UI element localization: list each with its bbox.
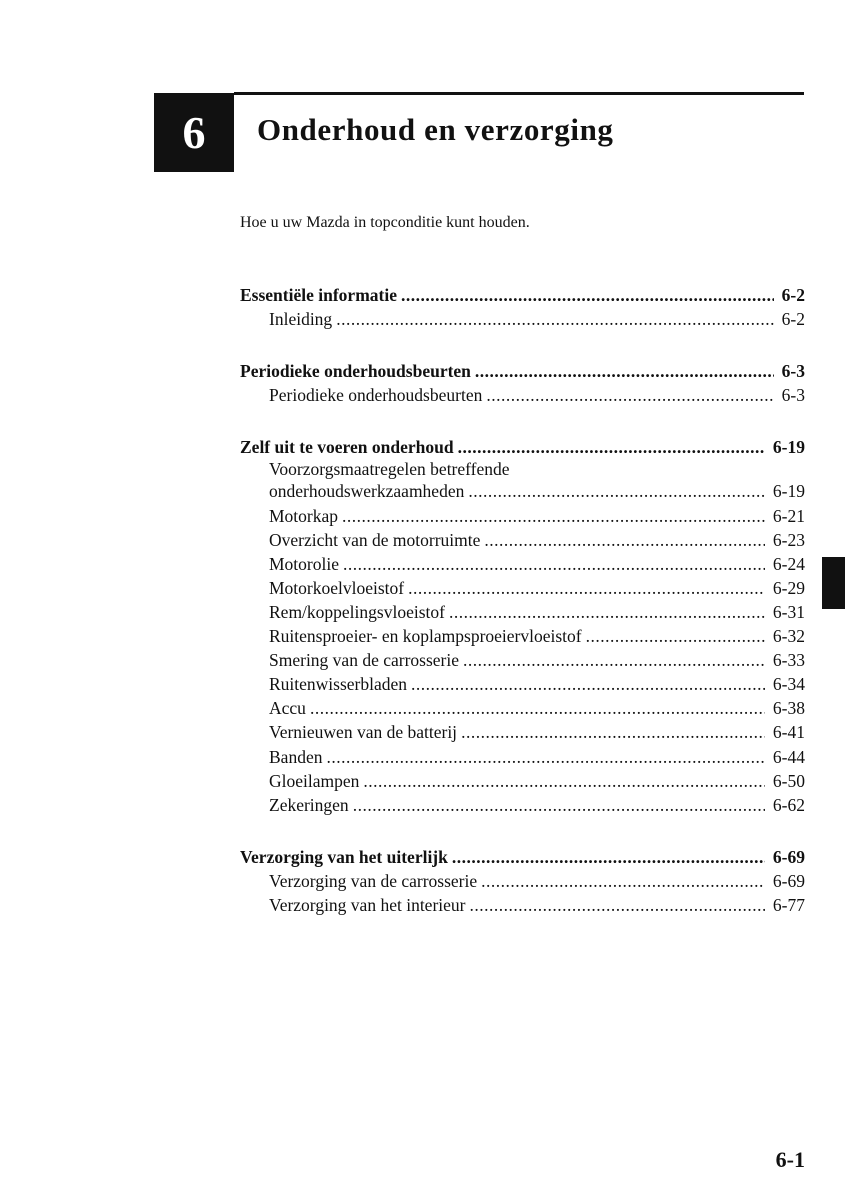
toc-entry[interactable] xyxy=(240,672,805,696)
toc-section xyxy=(240,359,805,407)
toc-entry-label: Smering van de carrosserie xyxy=(269,650,459,671)
toc-entry-page: 6-62 xyxy=(772,794,805,815)
dot-leader xyxy=(486,383,773,407)
toc-entry-label: Inleiding xyxy=(269,309,333,330)
toc-entry-page: 6-24 xyxy=(772,553,805,574)
dot-leader xyxy=(411,672,765,696)
toc-entry[interactable] xyxy=(240,576,805,600)
toc-entry[interactable] xyxy=(240,552,805,576)
dot-leader xyxy=(408,576,765,600)
toc-entry-label-line1: Voorzorgsmaatregelen betreffende xyxy=(269,459,510,480)
toc-entry-label: Banden xyxy=(269,746,323,767)
toc-entry[interactable] xyxy=(240,648,805,672)
toc-entry-page: 6-2 xyxy=(781,309,805,330)
toc-entry-page: 6-69 xyxy=(772,870,805,891)
toc-entry-page: 6-31 xyxy=(772,601,805,622)
toc-entry[interactable] xyxy=(240,600,805,624)
toc-entry[interactable] xyxy=(240,769,805,793)
toc-entry[interactable] xyxy=(240,528,805,552)
toc-section-heading-page: 6-3 xyxy=(781,361,805,382)
toc-section-heading-label: Zelf uit te voeren onderhoud xyxy=(240,437,454,458)
chapter-number: 6 xyxy=(182,107,206,158)
toc-entry-label: Overzicht van de motorruimte xyxy=(269,529,481,550)
toc-entry-page: 6-32 xyxy=(772,626,805,647)
dot-leader xyxy=(401,283,774,307)
toc-entry-label: Periodieke onderhoudsbeurten xyxy=(269,385,483,406)
toc-entry-label: Zekeringen xyxy=(269,794,349,815)
page-number: 6-1 xyxy=(775,1147,805,1172)
toc-entry-page: 6-34 xyxy=(772,674,805,695)
toc-entry-page: 6-50 xyxy=(772,770,805,791)
toc-section xyxy=(240,845,805,917)
chapter-thumb-tab xyxy=(822,557,845,609)
dot-leader xyxy=(463,648,765,672)
toc-entry[interactable] xyxy=(240,745,805,769)
toc-section-heading-page: 6-19 xyxy=(772,437,805,458)
chapter-intro: Hoe u uw Mazda in topconditie kunt houden. xyxy=(240,214,530,231)
toc-entry-page: 6-3 xyxy=(781,385,805,406)
dot-leader xyxy=(475,359,774,383)
toc-entry[interactable] xyxy=(240,793,805,817)
dot-leader xyxy=(468,479,765,503)
toc-entry-label: Rem/koppelingsvloeistof xyxy=(269,601,445,622)
dot-leader xyxy=(484,528,765,552)
toc-section-heading-label: Verzorging van het uiterlijk xyxy=(240,846,448,867)
dot-leader xyxy=(310,696,765,720)
table-of-contents xyxy=(240,283,805,945)
toc-entry[interactable] xyxy=(240,720,805,744)
toc-section-heading-label: Periodieke onderhoudsbeurten xyxy=(240,361,471,382)
toc-section-heading-page: 6-2 xyxy=(781,285,805,305)
toc-entry-label: Ruitensproeier- en koplampsproeiervloeistof xyxy=(269,626,582,647)
chapter-title: Onderhoud en verzorging xyxy=(257,112,614,147)
toc-entry-label: onderhoudswerkzaamheden xyxy=(269,481,465,502)
toc-entry-page: 6-44 xyxy=(772,746,805,767)
toc-entry-page: 6-41 xyxy=(772,722,805,743)
toc-entry-label: Motorolie xyxy=(269,553,339,574)
dot-leader xyxy=(461,720,765,744)
toc-entry-label: Motorkap xyxy=(269,505,339,526)
dot-leader xyxy=(452,845,765,869)
toc-entry[interactable] xyxy=(240,383,805,407)
toc-section-heading[interactable] xyxy=(240,845,805,869)
toc-entry[interactable] xyxy=(240,696,805,720)
dot-leader xyxy=(458,435,765,459)
dot-leader xyxy=(363,769,765,793)
dot-leader xyxy=(336,307,773,331)
toc-entry-label: Motorkoelvloeistof xyxy=(269,577,405,598)
dot-leader xyxy=(326,745,764,769)
toc-section-heading[interactable] xyxy=(240,359,805,383)
toc-entry[interactable] xyxy=(240,307,805,331)
title-rule xyxy=(234,92,804,95)
toc-entry-page: 6-23 xyxy=(772,529,805,550)
toc-entry-page: 6-21 xyxy=(772,505,805,526)
dot-leader xyxy=(586,624,765,648)
toc-section xyxy=(240,283,805,331)
chapter-number-box xyxy=(154,93,234,172)
toc-entry-label: Verzorging van de carrosserie xyxy=(269,870,478,891)
dot-leader xyxy=(342,504,765,528)
toc-entry-label: Accu xyxy=(269,698,306,719)
toc-section-heading-page: 6-69 xyxy=(772,846,805,867)
toc-entry-label: Gloeilampen xyxy=(269,770,360,791)
toc-section xyxy=(240,435,805,816)
toc-entry[interactable] xyxy=(240,893,805,917)
dot-leader xyxy=(343,552,765,576)
toc-entry-label: Ruitenwisserbladen xyxy=(269,674,408,695)
toc-entry-page: 6-38 xyxy=(772,698,805,719)
toc-entry[interactable] xyxy=(240,869,805,893)
toc-entry-label: Verzorging van het interieur xyxy=(269,894,466,915)
toc-entry-page: 6-19 xyxy=(772,481,805,502)
toc-section-heading-label: Essentiële informatie xyxy=(240,285,397,305)
toc-entry-page: 6-29 xyxy=(772,577,805,598)
dot-leader xyxy=(481,869,765,893)
toc-entry[interactable] xyxy=(240,504,805,528)
toc-section-heading[interactable] xyxy=(240,435,805,459)
toc-entry[interactable] xyxy=(240,479,805,503)
dot-leader xyxy=(353,793,765,817)
dot-leader xyxy=(449,600,765,624)
dot-leader xyxy=(469,893,764,917)
toc-entry-page: 6-33 xyxy=(772,650,805,671)
toc-entry-label: Vernieuwen van de batterij xyxy=(269,722,458,743)
toc-section-heading[interactable] xyxy=(240,283,805,307)
toc-entry-page: 6-77 xyxy=(772,894,805,915)
toc-entry[interactable] xyxy=(240,624,805,648)
